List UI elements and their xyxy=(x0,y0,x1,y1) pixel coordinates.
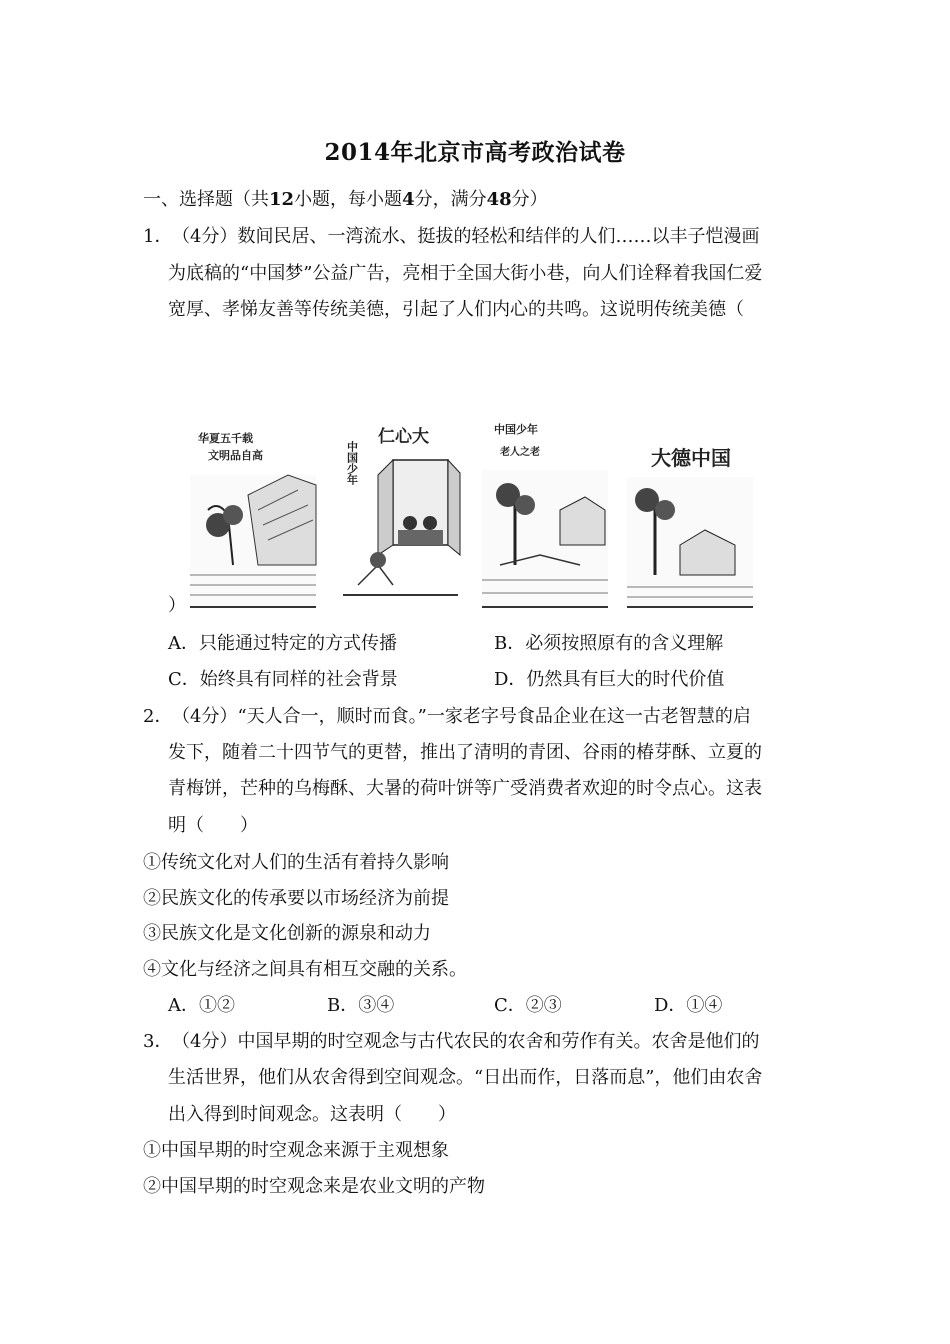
poster-2-image xyxy=(338,415,463,610)
poster-2-caption-2: 仁心大 xyxy=(378,427,429,447)
section-total: 48 xyxy=(486,189,512,210)
q2-statement-4: ④文化与经济之间具有相互交融的关系。 xyxy=(143,959,467,980)
poster-4-caption-1: 大德中国 xyxy=(651,446,731,470)
q1-option-d: D．仍然具有巨大的时代价值 xyxy=(494,669,725,690)
q2-statement-1: ①传统文化对人们的生活有着持久影响 xyxy=(143,852,449,873)
q3-statement-2: ②中国早期的时空观念来是农业文明的产物 xyxy=(143,1176,485,1197)
section-prefix: 一、选择题（共 xyxy=(143,189,269,210)
poster-3-caption-2: 老人之老 xyxy=(500,447,540,458)
section-mid2: 分，满分 xyxy=(414,189,487,210)
q1-number: 1． xyxy=(143,226,173,247)
q2-option-a: A．①② xyxy=(168,995,235,1016)
q3-number: 3． xyxy=(143,1031,173,1052)
q2-number: 2． xyxy=(143,706,173,727)
q3-line-3: 出入得到时间观念。这表明（ ） xyxy=(168,1104,456,1125)
q1-line-1: （4分）数间民居、一湾流水、挺拔的轻松和结伴的人们……以丰子恺漫画 xyxy=(172,226,760,247)
poster-1-caption-1: 华夏五千载 xyxy=(198,432,253,445)
q1-line-3: 宽厚、孝悌友善等传统美德，引起了人们内心的共鸣。这说明传统美德（ xyxy=(168,299,744,320)
q1-close-paren: ） xyxy=(168,595,186,616)
poster-4-image xyxy=(625,415,755,610)
q2-statement-3: ③民族文化是文化创新的源泉和动力 xyxy=(143,923,431,944)
section-points: 4 xyxy=(402,189,415,210)
section-mid1: 小题，每小题 xyxy=(294,189,403,210)
poster-3-caption-1: 中国少年 xyxy=(494,423,538,436)
q3-line-2: 生活世界，他们从农舍得到空间观念。“日出而作，日落而息”，他们由农舍 xyxy=(168,1067,763,1088)
poster-1-caption-2: 文明品自高 xyxy=(208,449,263,462)
q3-line-1: （4分）中国早期的时空观念与古代农民的农舍和劳作有关。农舍是他们的 xyxy=(172,1031,760,1052)
q2-statement-2: ②民族文化的传承要以市场经济为前提 xyxy=(143,888,449,909)
q2-option-c: C．②③ xyxy=(494,995,562,1016)
q2-line-1: （4分）“天人合一，顺时而食。”一家老字号食品企业在这一古老智慧的启 xyxy=(172,706,751,727)
poster-1-image xyxy=(188,415,318,610)
poster-3-image xyxy=(480,415,610,610)
q1-line-2: 为底稿的“中国梦”公益广告，亮相于全国大街小巷，向人们诠释着我国仁爱 xyxy=(168,263,763,284)
section-header xyxy=(143,188,548,212)
q2-line-2: 发下，随着二十四节气的更替，推出了清明的青团、谷雨的椿芽酥、立夏的 xyxy=(168,742,762,763)
q1-option-c: C．始终具有同样的社会背景 xyxy=(168,669,398,690)
q2-option-b: B．③④ xyxy=(327,995,395,1016)
poster-2-caption-1: 中国少年 xyxy=(345,441,359,485)
section-suffix: 分） xyxy=(511,189,548,210)
page-title: 2014年北京市高考政治试卷 xyxy=(324,139,626,166)
q2-line-3: 青梅饼，芒种的乌梅酥、大暑的荷叶饼等广受消费者欢迎的时令点心。这表 xyxy=(168,778,762,799)
q1-option-a: A．只能通过特定的方式传播 xyxy=(168,633,397,654)
q3-statement-1: ①中国早期的时空观念来源于主观想象 xyxy=(143,1140,449,1161)
q1-option-b: B．必须按照原有的含义理解 xyxy=(494,633,724,654)
section-count: 12 xyxy=(269,189,295,210)
q2-line-4: 明（ ） xyxy=(168,815,258,836)
q2-option-d: D．①④ xyxy=(654,995,723,1016)
